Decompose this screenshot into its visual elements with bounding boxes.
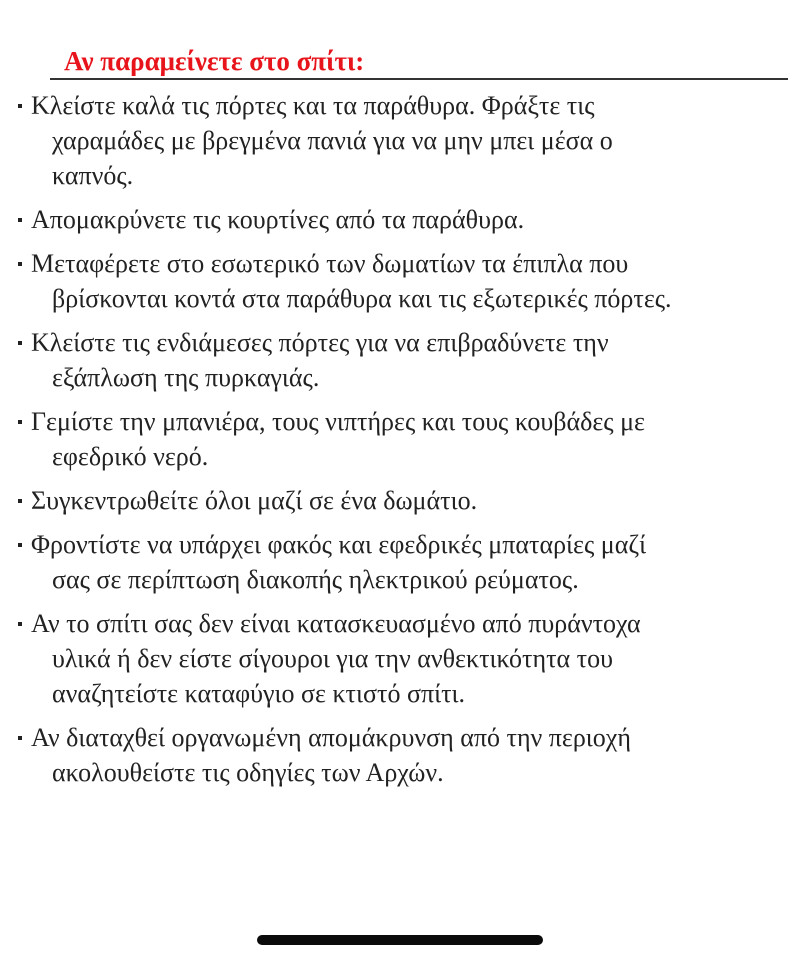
instruction-text-line: σας σε περίπτωση διακοπής ηλεκτρικού ρεύματος. <box>52 565 579 594</box>
instruction-item <box>0 88 788 193</box>
page-heading: Αν παραμείνετε στο σπίτι: <box>64 46 365 76</box>
bullet-icon <box>18 104 22 108</box>
instruction-text-line: Αν το σπίτι σας δεν είναι κατασκευασμένο από πυράντοχα <box>31 609 641 638</box>
bullet-icon <box>18 341 22 345</box>
instruction-text-line: αναζητείστε καταφύγιο σε κτιστό σπίτι. <box>52 679 466 708</box>
instruction-text-line: Μεταφέρετε στο εσωτερικό των δωματίων τα έπιπλα που <box>31 249 629 278</box>
instruction-item <box>0 527 788 597</box>
instruction-text-line: ακολουθείστε τις οδηγίες των Αρχών. <box>52 758 444 787</box>
instruction-text-line: Συγκεντρωθείτε όλοι μαζί σε ένα δωμάτιο. <box>31 486 478 515</box>
instruction-list <box>0 88 788 799</box>
instruction-text-line: Απομακρύνετε τις κουρτίνες από τα παράθυρα. <box>31 205 525 234</box>
bullet-icon <box>18 622 22 626</box>
instruction-item <box>0 606 788 711</box>
instruction-text-line: Γεμίστε την μπανιέρα, τους νιπτήρες και τους κουβάδες με <box>31 407 645 436</box>
bullet-icon <box>18 736 22 740</box>
instruction-item <box>0 404 788 474</box>
instruction-item <box>0 325 788 395</box>
bullet-icon <box>18 543 22 547</box>
instruction-item <box>0 246 788 316</box>
instruction-text-line: καπνός. <box>52 161 134 190</box>
bullet-icon <box>18 262 22 266</box>
bullet-icon <box>18 218 22 222</box>
instruction-item <box>0 202 788 237</box>
bullet-icon <box>18 499 22 503</box>
instruction-text-line: χαραμάδες με βρεγμένα πανιά για να μην μπει μέσα ο <box>52 126 613 155</box>
instruction-text-line: εφεδρικό νερό. <box>52 442 209 471</box>
bullet-icon <box>18 420 22 424</box>
instruction-text-line: Φροντίστε να υπάρχει φακός και εφεδρικές μπαταρίες μαζί <box>31 530 647 559</box>
heading-underline <box>50 44 788 80</box>
instruction-text-line: υλικά ή δεν είστε σίγουροι για την ανθεκτικότητα του <box>52 644 613 673</box>
instruction-text-line: εξάπλωση της πυρκαγιάς. <box>52 363 320 392</box>
instruction-text-line: Αν διαταχθεί οργανωμένη απομάκρυνση από την περιοχή <box>31 723 631 752</box>
instruction-text-line: Κλείστε καλά τις πόρτες και τα παράθυρα. Φράξτε τις <box>31 91 595 120</box>
instruction-item <box>0 720 788 790</box>
instruction-item <box>0 483 788 518</box>
home-indicator[interactable] <box>257 935 543 945</box>
instruction-text-line: Κλείστε τις ενδιάμεσες πόρτες για να επιβραδύνετε την <box>31 328 609 357</box>
instruction-text-line: βρίσκονται κοντά στα παράθυρα και τις εξωτερικές πόρτες. <box>52 284 672 313</box>
